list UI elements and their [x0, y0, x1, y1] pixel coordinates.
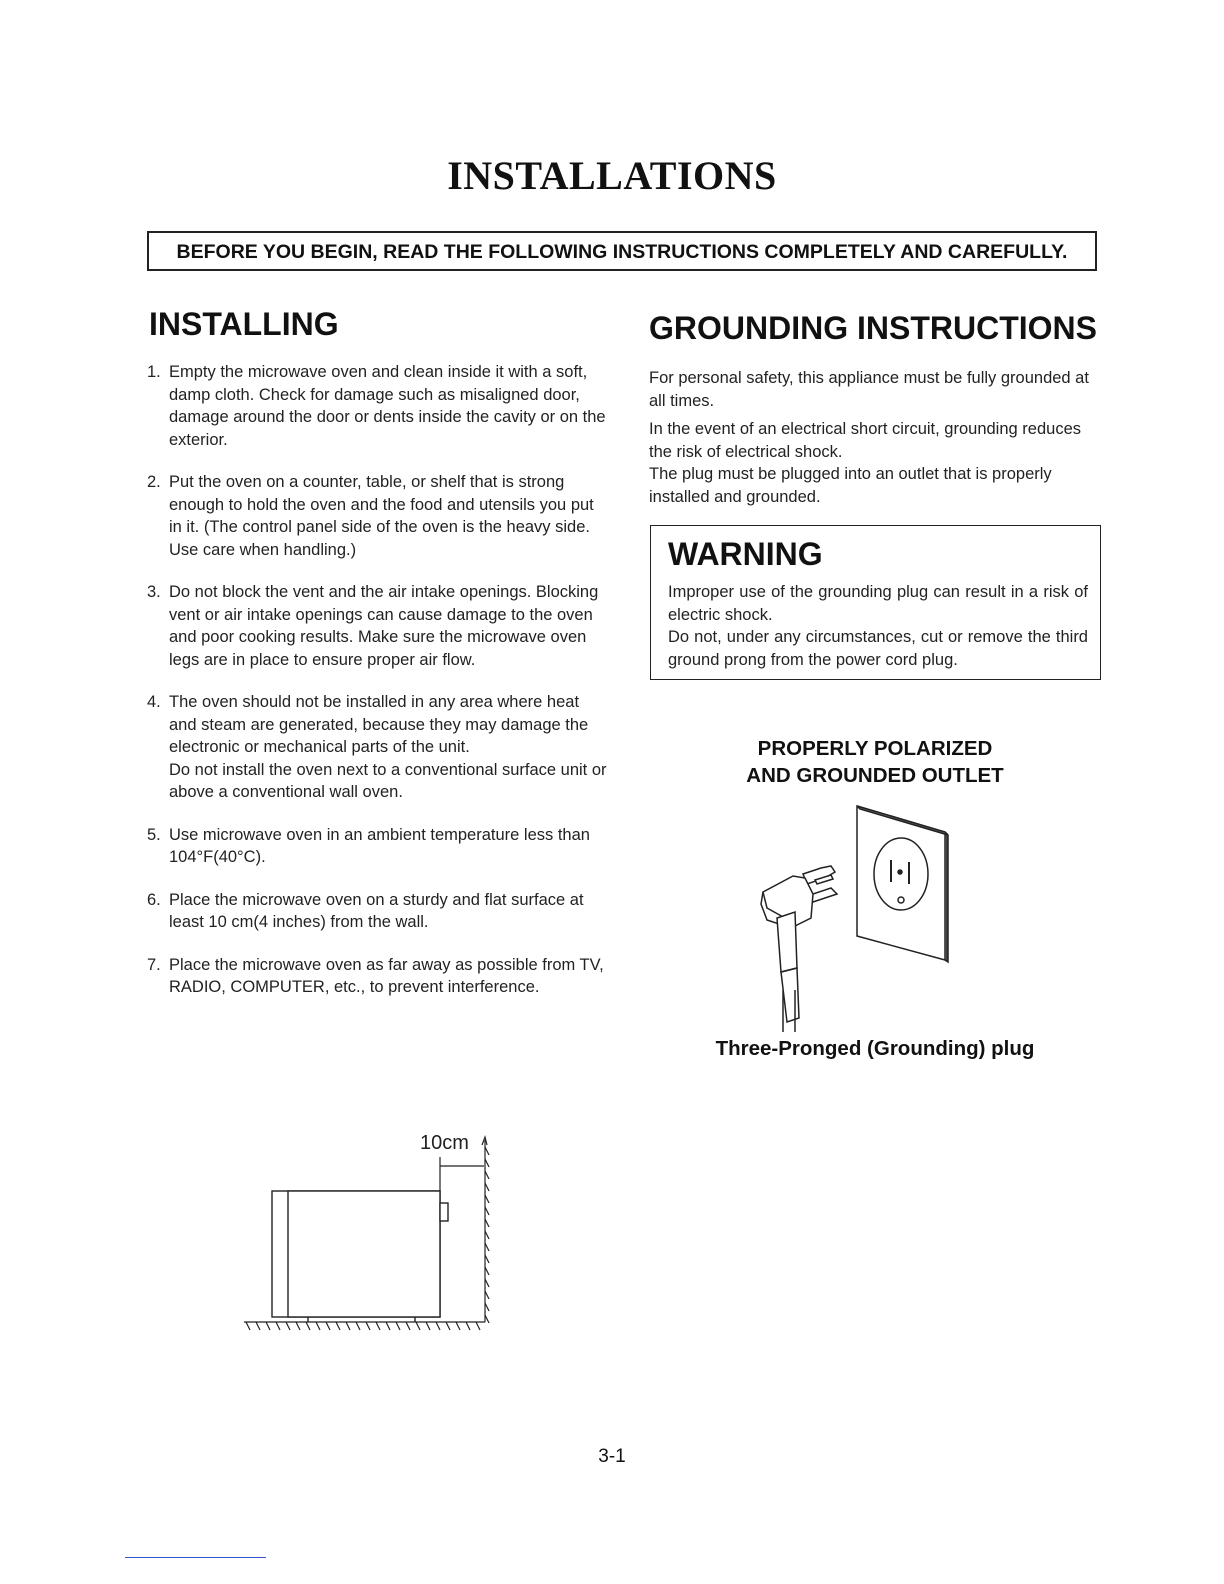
- step-number: 7.: [147, 955, 161, 974]
- page-number: 3-1: [598, 1446, 626, 1467]
- installing-step: [147, 581, 607, 671]
- warning-paragraph-1: Improper use of the grounding plug can result in a risk of electric shock.: [668, 583, 1088, 624]
- outlet-caption: [650, 735, 1100, 789]
- warning-title: WARNING: [668, 536, 823, 572]
- clearance-label: 10cm: [420, 1132, 469, 1154]
- step-number: 6.: [147, 890, 161, 909]
- step-text: Empty the microwave oven and clean inside it with a soft, damp cloth. Check for damage such as misaligned door, damage around the door or dents inside the cavity or on the exterior.: [169, 363, 606, 449]
- page-title: INSTALLATIONS: [447, 153, 777, 198]
- three-prong-plug-icon: [761, 866, 837, 1032]
- plug-caption: Three-Pronged (Grounding) plug: [715, 1037, 1035, 1060]
- wall-clearance-diagram: [240, 1125, 500, 1340]
- floor: [244, 1322, 485, 1330]
- footer-rule: [125, 1557, 266, 1558]
- step-text: Put the oven on a counter, table, or shelf that is strong enough to hold the oven and the food and utensils you put in it. (The control panel side of the oven is the heavy side. Use care when handling.): [169, 473, 594, 559]
- step-number: 3.: [147, 583, 161, 601]
- installing-step: [147, 361, 607, 451]
- step-text: Place the microwave oven as far away as possible from TV, RADIO, COMPUTER, etc., to prevent interference.: [169, 955, 604, 996]
- step-number: 1.: [147, 363, 161, 381]
- microwave-oven: [272, 1191, 448, 1322]
- grounding-paragraph-2: In the event of an electrical short circuit, grounding reduces the risk of electrical shock.: [649, 420, 1081, 461]
- wall: [485, 1140, 489, 1323]
- outlet-caption-line-1: PROPERLY POLARIZED: [757, 737, 993, 760]
- grounding-section: [649, 310, 1101, 508]
- grounding-heading: GROUNDING INSTRUCTIONS: [649, 310, 1097, 346]
- grounding-paragraph-1: For personal safety, this appliance must be fully grounded at all times.: [649, 369, 1089, 410]
- plug-outlet-illustration: [755, 800, 955, 1035]
- installing-section: [147, 306, 607, 1019]
- step-text: Place the microwave oven on a sturdy and flat surface at least 10 cm(4 inches) from the wall.: [169, 890, 584, 931]
- step-number: 4.: [147, 693, 161, 711]
- step-text: The oven should not be installed in any area where heat and steam are generated, because they may damage the electronic or mechanical parts of the unit.: [169, 693, 589, 756]
- installing-heading: INSTALLING: [149, 306, 339, 342]
- step-number: 2.: [147, 473, 161, 491]
- warning-box: [650, 525, 1101, 680]
- wall-outlet-icon: [857, 806, 948, 962]
- step-text: Do not install the oven next to a conventional surface unit or above a conventional wall oven.: [169, 760, 607, 801]
- grounding-paragraph-3: The plug must be plugged into an outlet that is properly installed and grounded.: [649, 465, 1052, 506]
- installing-step: [147, 824, 607, 869]
- notice-banner: BEFORE YOU BEGIN, READ THE FOLLOWING INSTRUCTIONS COMPLETELY AND CAREFULLY.: [147, 231, 1097, 271]
- installing-step: [147, 471, 607, 561]
- outlet-caption-line-2: AND GROUNDED OUTLET: [746, 764, 1004, 787]
- step-number: 5.: [147, 825, 161, 844]
- step-text: Do not block the vent and the air intake openings. Blocking vent or air intake openings can cause damage to the oven and poor cooking results. Make sure the microwave oven legs are in place to ensure proper air flow.: [169, 583, 599, 669]
- installing-step: [147, 954, 607, 999]
- installing-step: [147, 691, 607, 804]
- step-text: Use microwave oven in an ambient temperature less than 104°F(40°C).: [169, 825, 590, 866]
- installing-steps: [147, 361, 607, 999]
- warning-paragraph-2: Do not, under any circumstances, cut or remove the third ground prong from the power cord plug.: [668, 628, 1088, 669]
- installing-step: [147, 889, 607, 934]
